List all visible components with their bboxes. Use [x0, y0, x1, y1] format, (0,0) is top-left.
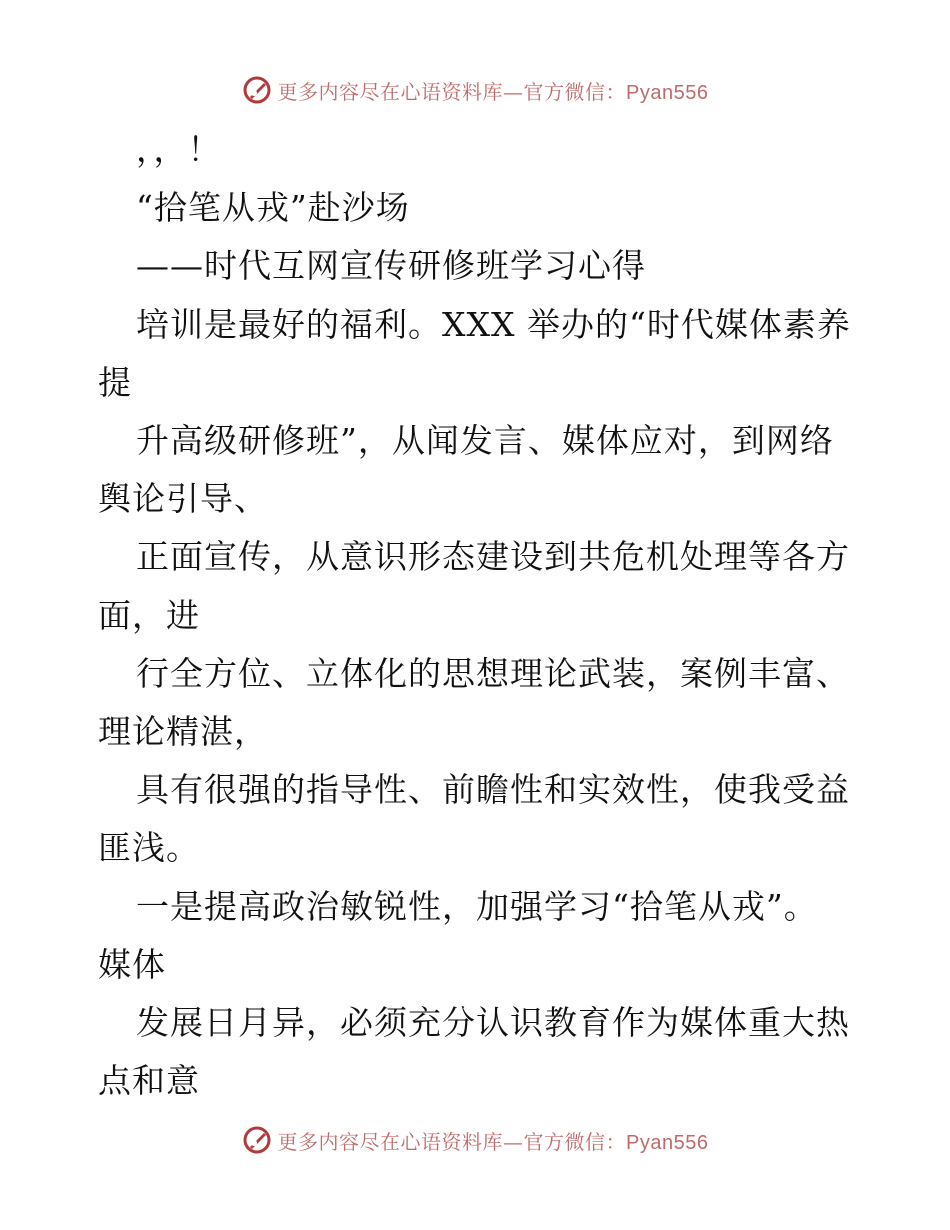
text-line: 舆论引导、 [98, 479, 268, 519]
text-line: 具有很强的指导性、前瞻性和实效性，使我受益 [136, 770, 850, 810]
text-line: ，，！ [136, 130, 222, 169]
text-line: 行全方位、立体化的思想理论武装，案例丰富、 [136, 653, 850, 693]
text-line: 媒体 [98, 944, 166, 984]
text-line: 点和意 [98, 1061, 200, 1101]
pen-logo-icon [242, 75, 272, 105]
pen-logo-icon [242, 1125, 272, 1155]
text-line: 提 [98, 362, 132, 402]
text-line: ——时代互网宣传研修班学习心得 [136, 246, 646, 286]
watermark-wechat-id: Pyan556 [626, 1131, 709, 1154]
watermark-wechat-id: Pyan556 [626, 81, 709, 104]
watermark-text [278, 76, 709, 105]
text-line: “拾笔从戎”赴沙场 [136, 188, 410, 228]
text-line: 匪浅。 [98, 828, 200, 868]
text-line: 发展日月异，必须充分认识教育作为媒体重大热 [136, 1003, 850, 1042]
text-line: 正面宣传，从意识形态建设到共危机处理等各方 [136, 537, 850, 577]
text-line: 一是提高政治敏锐性，加强学习“拾笔从戎”。 [136, 886, 818, 926]
watermark-label: 更多内容尽在心语资料库—官方微信： [277, 79, 627, 104]
header-watermark [0, 70, 950, 110]
text-line: 培训是最好的福利。XXX 举办的“时代媒体素养 [136, 304, 851, 344]
text-line: 理论精湛， [98, 712, 268, 751]
text-line: 面，进 [98, 595, 200, 635]
footer-watermark [0, 1120, 950, 1160]
watermark-label: 更多内容尽在心语资料库—官方微信： [277, 1129, 627, 1154]
text-line: 升高级研修班”，从闻发言、媒体应对，到网络 [136, 421, 834, 460]
watermark-text [278, 1126, 709, 1155]
